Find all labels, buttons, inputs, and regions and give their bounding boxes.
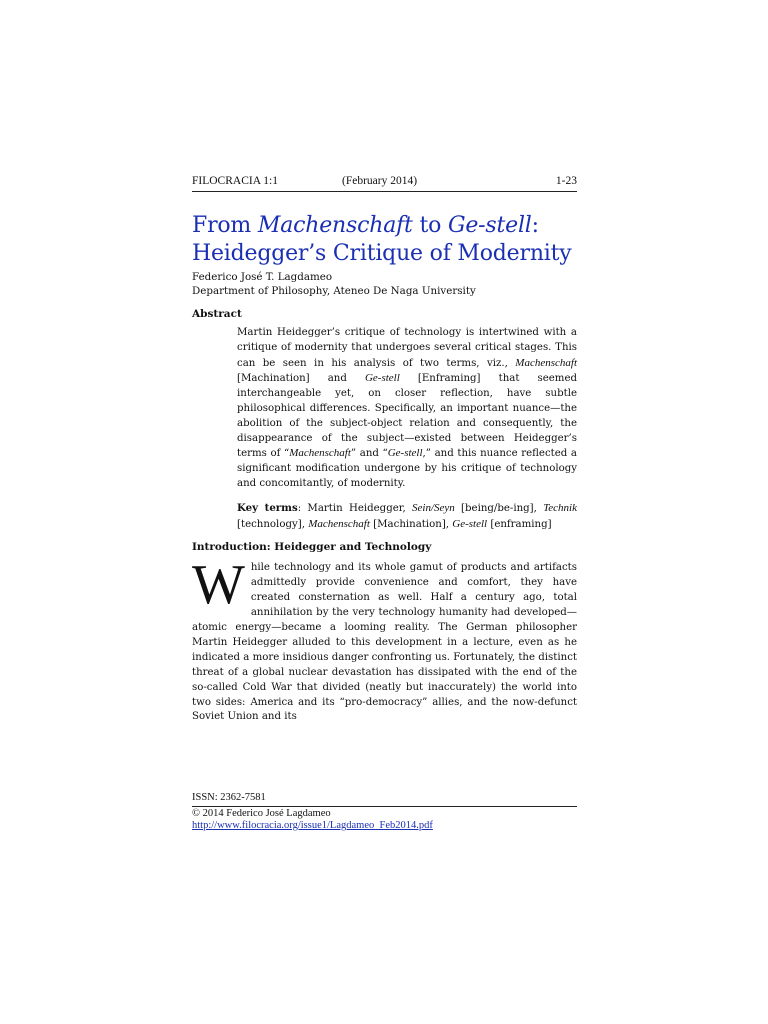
title-text: to — [412, 213, 448, 238]
abstract-heading: Abstract — [192, 308, 242, 320]
key-term: Sein/Seyn — [412, 501, 455, 514]
title-subtitle: Heidegger’s Critique of Modernity — [192, 241, 572, 266]
introduction-heading: Introduction: Heidegger and Technology — [192, 541, 432, 554]
running-head — [192, 174, 577, 189]
key-term: Machenschaft — [308, 517, 370, 530]
journal-name: FILOCRACIA 1:1 — [192, 175, 278, 187]
abstract-fragment: ,” and this nuance reflected a significant modification undergone by his critique of technology and concomitantly, of modernity. — [237, 448, 577, 489]
title-text: From — [192, 213, 258, 238]
abstract-term: Ge-stell — [387, 447, 423, 460]
author-block — [192, 270, 577, 298]
key-terms-fragment: [enframing] — [487, 518, 552, 530]
article-page — [192, 174, 577, 725]
author-name: Federico José T. Lagdameo — [192, 271, 333, 283]
key-terms-fragment: : Martin Heidegger, — [297, 502, 413, 514]
footer-rule — [192, 806, 577, 807]
abstract-term: Machenschaft — [289, 447, 351, 460]
key-terms-fragment: [technology], — [237, 518, 309, 530]
article-title — [192, 212, 577, 268]
issue-date: (February 2014) — [342, 175, 418, 187]
author-affiliation: Department of Philosophy, Ateneo De Naga University — [192, 285, 476, 297]
key-terms-fragment: [Machination], — [369, 518, 453, 530]
abstract-fragment: [Machination] and — [237, 373, 365, 385]
title-term-machenschaft: Machenschaft — [257, 213, 413, 238]
page-footer — [192, 792, 577, 832]
copyright: © 2014 Federico José Lagdameo — [192, 808, 331, 819]
key-terms-fragment: [being/be-ing], — [454, 502, 544, 514]
title-term-gestell: Ge-stell — [447, 213, 532, 238]
key-term: Ge-stell — [452, 517, 488, 530]
abstract-text — [237, 326, 577, 492]
abstract-fragment: Martin Heidegger’s critique of technology is intertwined with a critique of modernity that undergoes several critical stages. This can be seen in his analysis of two terms, viz., — [237, 327, 577, 369]
article-url-link[interactable]: http://www.filocracia.org/issue1/Lagdameo_Feb2014.pdf — [192, 820, 433, 831]
abstract-term: Ge-stell — [364, 372, 400, 385]
drop-cap: W — [192, 554, 245, 617]
key-term: Technik — [543, 501, 577, 514]
abstract-fragment: ” and “ — [350, 448, 388, 460]
page-range: 1-23 — [555, 175, 577, 187]
abstract-term: Machenschaft — [515, 356, 577, 369]
header-rule — [192, 191, 577, 192]
issn: ISSN: 2362-7581 — [192, 792, 266, 803]
key-terms — [237, 501, 577, 533]
introduction-text — [192, 554, 577, 725]
abstract-fragment: [Enframing] that seemed interchangeable yet, on closer reflection, have subtle philosophical differences. Specifically, an important nuance—the abolition of the subject-object relation and consequently, the disappearance of the subject—existed between Heidegger’s terms of “ — [237, 373, 577, 460]
title-text: : — [531, 213, 539, 238]
introduction-body: hile technology and its whole gamut of products and artifacts admittedly provide convenience and comfort, they have created consternation as well. Half a century ago, total annihilation by the very technology humanity had developed—atomic energy—became a looming reality. The German philosopher Martin Heidegger alluded to this development in a lecture, even as he indicated a more insidious danger confronting us. Fortunately, the distinct threat of a global nuclear devastation has dissipated with the end of the so-called Cold War that divided (neatly but inaccurately) the world into two sides: America and its “pro-democracy” allies, and the now-defunct Soviet Union and its — [192, 562, 577, 723]
key-terms-label: Key terms — [237, 501, 298, 514]
